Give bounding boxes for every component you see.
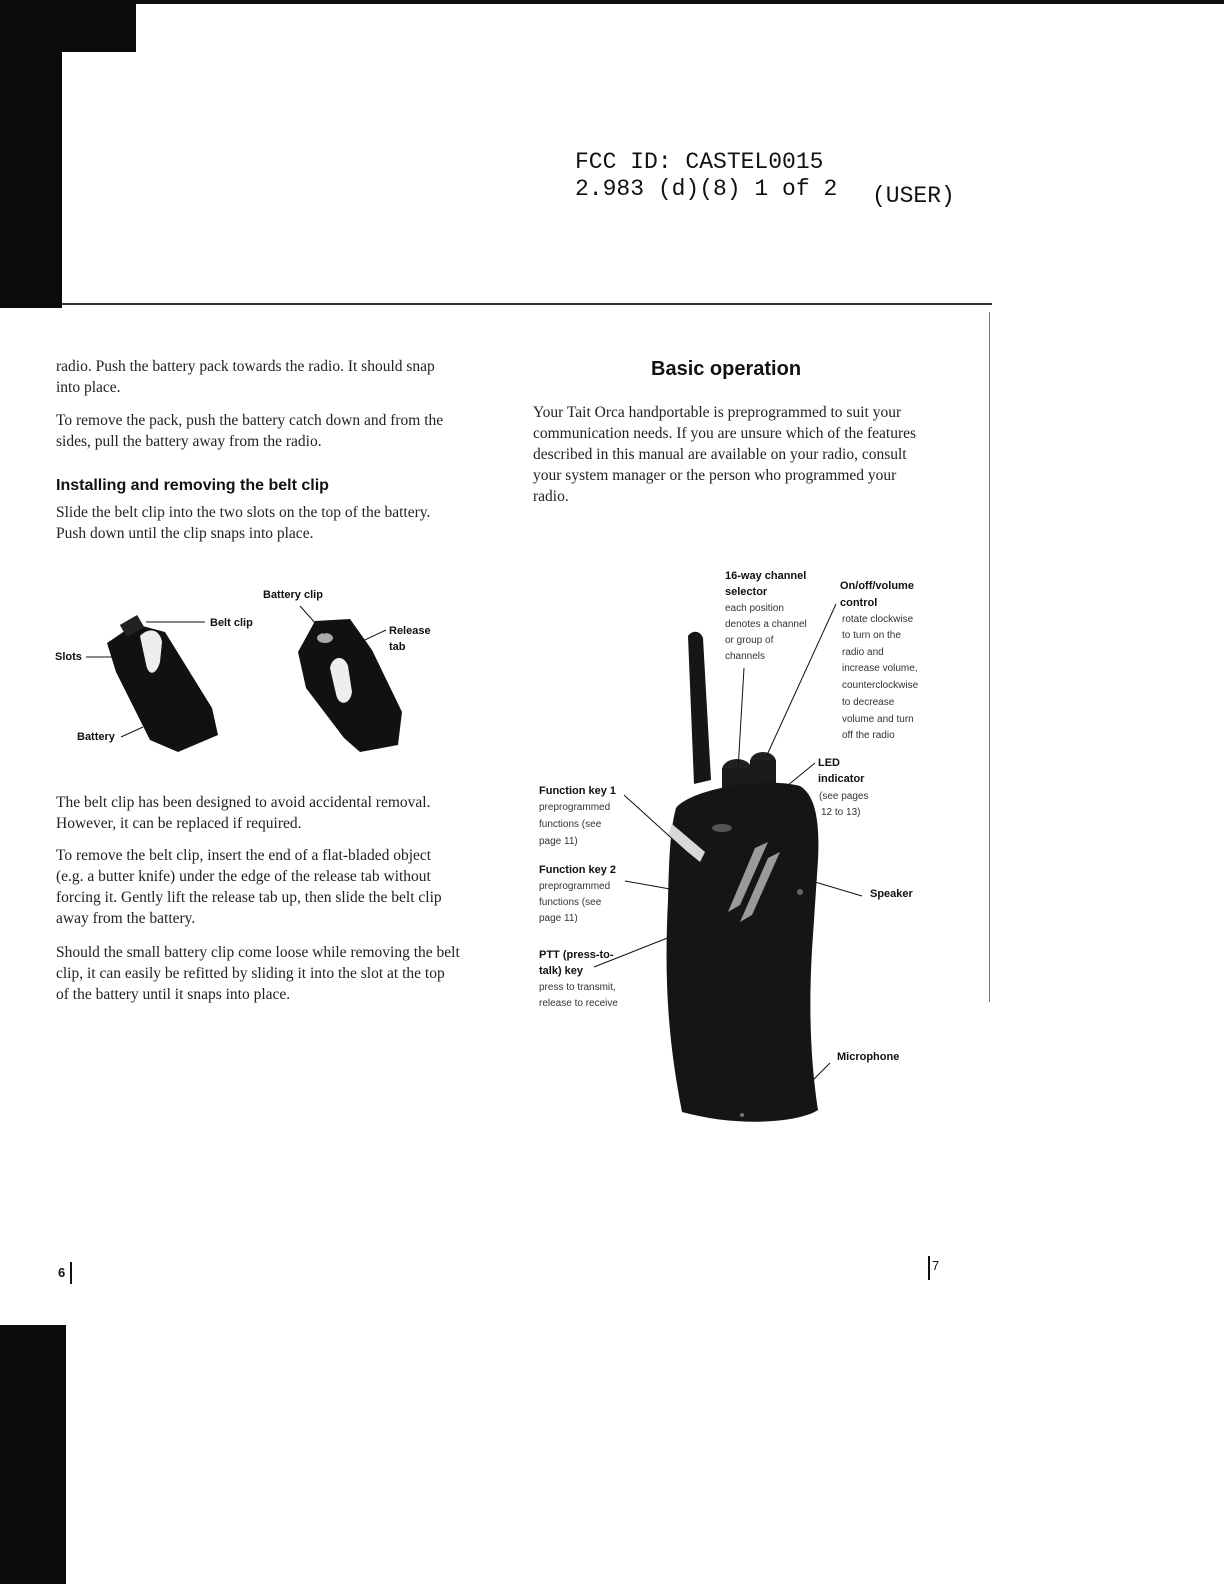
page-number-right-rule	[928, 1256, 930, 1280]
paragraph-battery-clip-refit: Should the small battery clip come loose while removing the belt clip, it can easily be refitted by sliding it into the slot at the top of the battery until it snaps into place.	[56, 944, 460, 1003]
callout-led-title-1: LED	[818, 757, 840, 769]
section-heading-belt-clip: Installing and removing the belt clip	[56, 477, 329, 494]
callout-channel-selector-title-1: 16-way channel	[725, 570, 807, 582]
paragraph-belt-clip-remove: To remove the belt clip, insert the end of a flat-bladed object (e.g. a butter knife) under the edge of the release tab without forcing it. Gently lift the release tab up, then slide the belt clip away from the battery.	[56, 847, 442, 927]
label-belt-clip: Belt clip	[210, 617, 253, 629]
callout-speaker: Speaker	[870, 888, 913, 900]
callout-channel-selector-desc-4: channels	[725, 651, 766, 662]
callout-function-key-1-desc-1: preprogrammed	[539, 802, 611, 813]
paragraph-battery-attach: radio. Push the battery pack towards the radio. It should snap into place.	[56, 358, 435, 396]
callout-volume-desc-1: rotate clockwise	[842, 614, 914, 625]
radio-body	[667, 783, 819, 1122]
paragraph-battery-remove: To remove the pack, push the battery catch down and from the sides, pull the battery away from the radio.	[56, 412, 444, 450]
callout-led-title-2: indicator	[818, 773, 865, 785]
paragraph-basic-operation-intro: Your Tait Orca handportable is preprogrammed to suit your communication needs. If you are unsure which of the features described in this manual are available on your radio, consult your system manager or the person who programmed your radio.	[533, 404, 917, 505]
callout-volume-title-1: On/off/volume	[840, 580, 914, 592]
callout-volume-desc-2: to turn on the	[842, 630, 901, 641]
callout-channel-selector-desc-3: or group of	[725, 635, 774, 646]
callout-ptt-desc-1: press to transmit,	[539, 982, 616, 993]
callout-function-key-2-desc-3: page 11)	[539, 913, 578, 924]
callout-led-desc-2: 12 to 13)	[821, 807, 861, 818]
paragraph-belt-clip-install: Slide the belt clip into the two slots on the top of the battery. Push down until the clip snaps into place.	[56, 504, 431, 542]
callout-volume-desc-8: off the radio	[842, 730, 895, 741]
page-number-left: 6	[58, 1265, 66, 1280]
label-battery-clip: Battery clip	[263, 589, 323, 601]
callout-function-key-2-desc-1: preprogrammed	[539, 881, 611, 892]
callout-volume-desc-6: to decrease	[842, 697, 895, 708]
callout-ptt-title-2: talk) key	[539, 965, 584, 977]
callout-ptt-desc-2: release to receive	[539, 998, 618, 1009]
label-release: Release	[389, 625, 431, 637]
callout-volume-desc-5: counterclockwise	[842, 680, 919, 691]
callout-function-key-1-desc-2: functions (see	[539, 819, 602, 830]
callout-led-desc-1: (see pages	[819, 791, 869, 802]
callout-function-key-2-title: Function key 2	[539, 864, 617, 876]
callout-volume-title-2: control	[840, 597, 878, 609]
callout-ptt-title-1: PTT (press-to-	[539, 949, 614, 961]
fcc-id-line: FCC ID: CASTEL0015	[575, 149, 824, 175]
label-tab: tab	[389, 641, 406, 653]
section-heading-basic-operation: Basic operation	[651, 358, 802, 380]
paragraph-belt-clip-design: The belt clip has been designed to avoid accidental removal. However, it can be replaced if required.	[56, 794, 431, 832]
page-number-right: 7	[932, 1258, 940, 1273]
fcc-user-tag: (USER)	[872, 183, 955, 209]
callout-microphone: Microphone	[837, 1051, 900, 1063]
label-battery: Battery	[77, 731, 115, 743]
callout-volume-desc-4: increase volume,	[842, 663, 918, 674]
callout-function-key-1-title: Function key 1	[539, 785, 617, 797]
callout-volume-desc-7: volume and turn	[842, 714, 914, 725]
callout-channel-selector-desc-1: each position	[725, 603, 784, 614]
fcc-rule-line: 2.983 (d)(8) 1 of 2	[575, 176, 838, 202]
callout-function-key-2-desc-2: functions (see	[539, 897, 602, 908]
callout-channel-selector-title-2: selector	[725, 586, 768, 598]
callout-function-key-1-desc-3: page 11)	[539, 836, 578, 847]
label-slots: Slots	[55, 651, 82, 663]
radio-antenna	[688, 632, 711, 784]
callout-channel-selector-desc-2: denotes a channel	[725, 619, 807, 630]
callout-volume-desc-3: radio and	[842, 647, 884, 658]
